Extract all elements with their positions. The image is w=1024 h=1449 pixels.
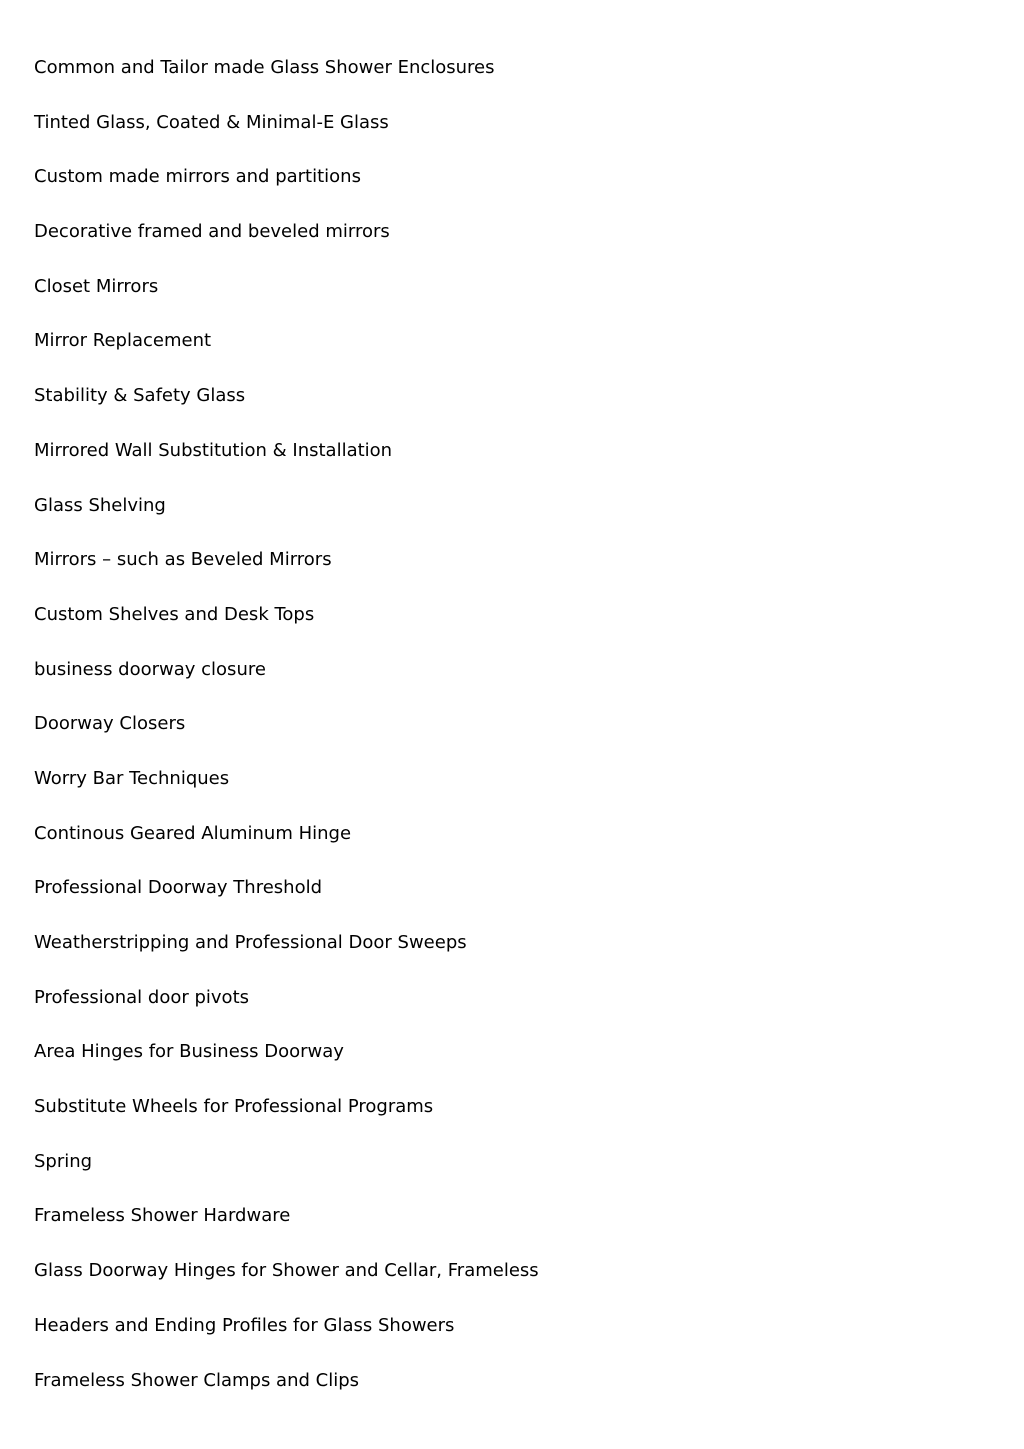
list-item: business doorway closure — [34, 658, 266, 680]
list-item: Mirrors – such as Beveled Mirrors — [34, 549, 332, 571]
list-item: Tinted Glass, Coated & Minimal-E Glass — [34, 111, 389, 133]
list-item: Glass Shelving — [34, 494, 166, 516]
list-item: Worry Bar Techniques — [34, 767, 230, 789]
list-item: Common and Tailor made Glass Shower Enclosures — [34, 57, 495, 78]
list-item: Closet Mirrors — [34, 275, 159, 297]
list-item: Substitute Wheels for Professional Programs — [34, 1096, 434, 1118]
list-item: Glass Doorway Hinges for Shower and Cellar, Frameless — [34, 1260, 539, 1282]
list-item: Mirror Replacement — [34, 330, 212, 352]
list-item: Stability & Safety Glass — [34, 385, 246, 407]
list-item: Headers and Ending Profiles for Glass Showers — [34, 1314, 455, 1336]
list-item: Decorative framed and beveled mirrors — [34, 221, 390, 243]
service-list — [34, 55, 539, 1422]
list-item: Professional Doorway Threshold — [34, 877, 323, 899]
list-item: Spring — [34, 1150, 93, 1172]
list-item: Weatherstripping and Professional Door Sweeps — [34, 932, 467, 953]
list-item: Frameless Shower Hardware — [34, 1205, 291, 1227]
list-item: Mirrored Wall Substitution & Installation — [34, 439, 393, 461]
list-item: Area Hinges for Business Doorway — [34, 1041, 344, 1063]
list-item: Professional door pivots — [34, 986, 249, 1008]
list-item: Custom Shelves and Desk Tops — [34, 603, 315, 625]
list-item: Continous Geared Aluminum Hinge — [34, 822, 352, 844]
list-item: Frameless Shower Clamps and Clips — [34, 1369, 360, 1391]
list-item: Doorway Closers — [34, 713, 186, 735]
list-item: Custom made mirrors and partitions — [34, 166, 361, 188]
